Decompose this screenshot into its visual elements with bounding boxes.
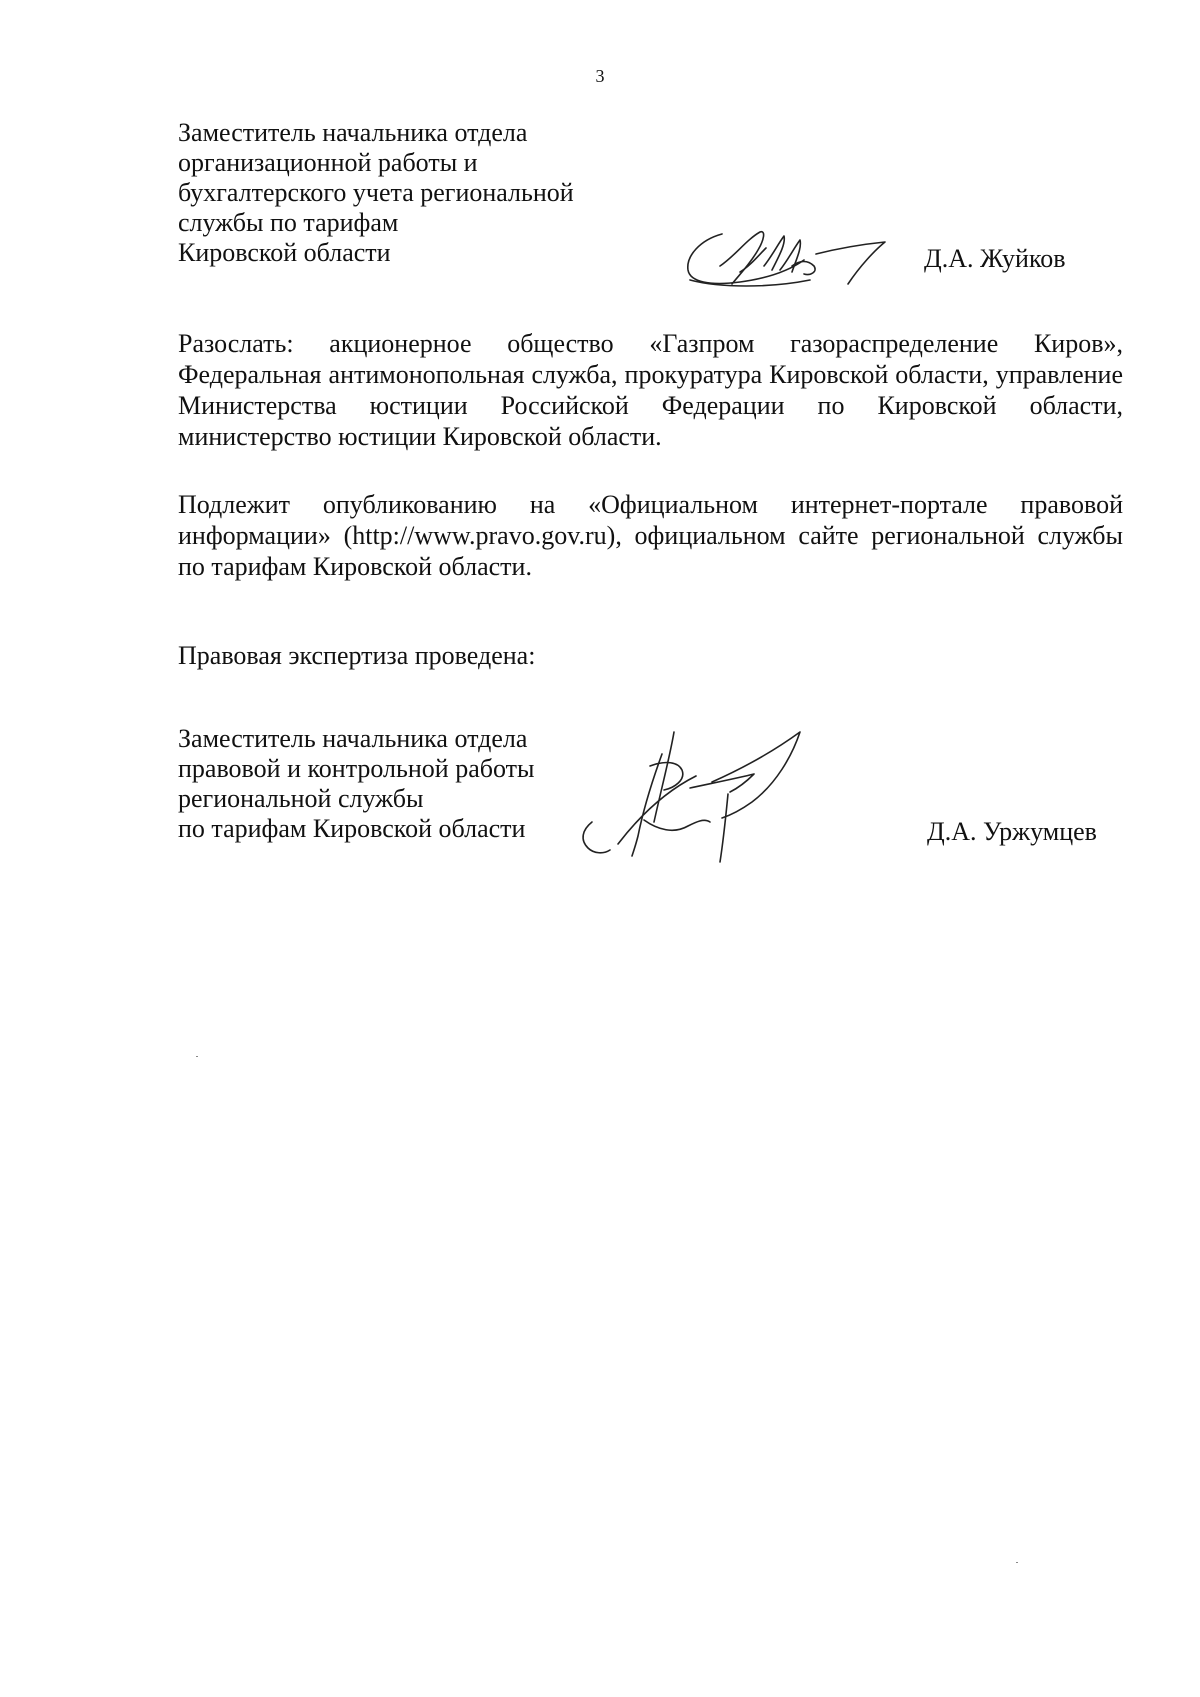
distribution-paragraph: Разослать: акционерное общество «Газпром газораспределение Киров», Федеральная антимонопольная служба, прокуратура Кировской области, управление Министерства юстиции Российской Федерации по Кировской области, министерство юстиции Кировской области. (178, 329, 1123, 451)
signer1-title-line: Кировской области (178, 238, 391, 267)
page-number: 3 (595, 66, 605, 86)
signature-1-image (680, 226, 900, 294)
signer1-title-line: службы по тарифам (178, 208, 399, 237)
signer1-title-line: бухгалтерского учета региональной (178, 178, 574, 207)
publication-paragraph: Подлежит опубликованию на «Официальном интернет-портале правовой информации» (http://www.pravo.gov.ru), официальном сайте региональной службы по тарифам Кировской области. (178, 490, 1123, 581)
signer1-name: Д.А. Жуйков (924, 244, 1066, 273)
signature-2-image (578, 726, 838, 866)
legal-review-label: Правовая экспертиза проведена: (178, 641, 536, 670)
signer1-title-line: организационной работы и (178, 148, 478, 177)
scan-speck (1016, 1562, 1018, 1563)
signer2-title-line: по тарифам Кировской области (178, 814, 526, 843)
signer2-name: Д.А. Уржумцев (927, 817, 1097, 846)
signer2-title-line: правовой и контрольной работы (178, 754, 535, 783)
signer2-title-line: Заместитель начальника отдела (178, 724, 528, 753)
signer2-title-line: региональной службы (178, 784, 424, 813)
signer1-title (178, 118, 638, 268)
scan-speck (196, 1056, 198, 1057)
signer2-title (178, 724, 598, 844)
signer1-title-line: Заместитель начальника отдела (178, 118, 528, 147)
